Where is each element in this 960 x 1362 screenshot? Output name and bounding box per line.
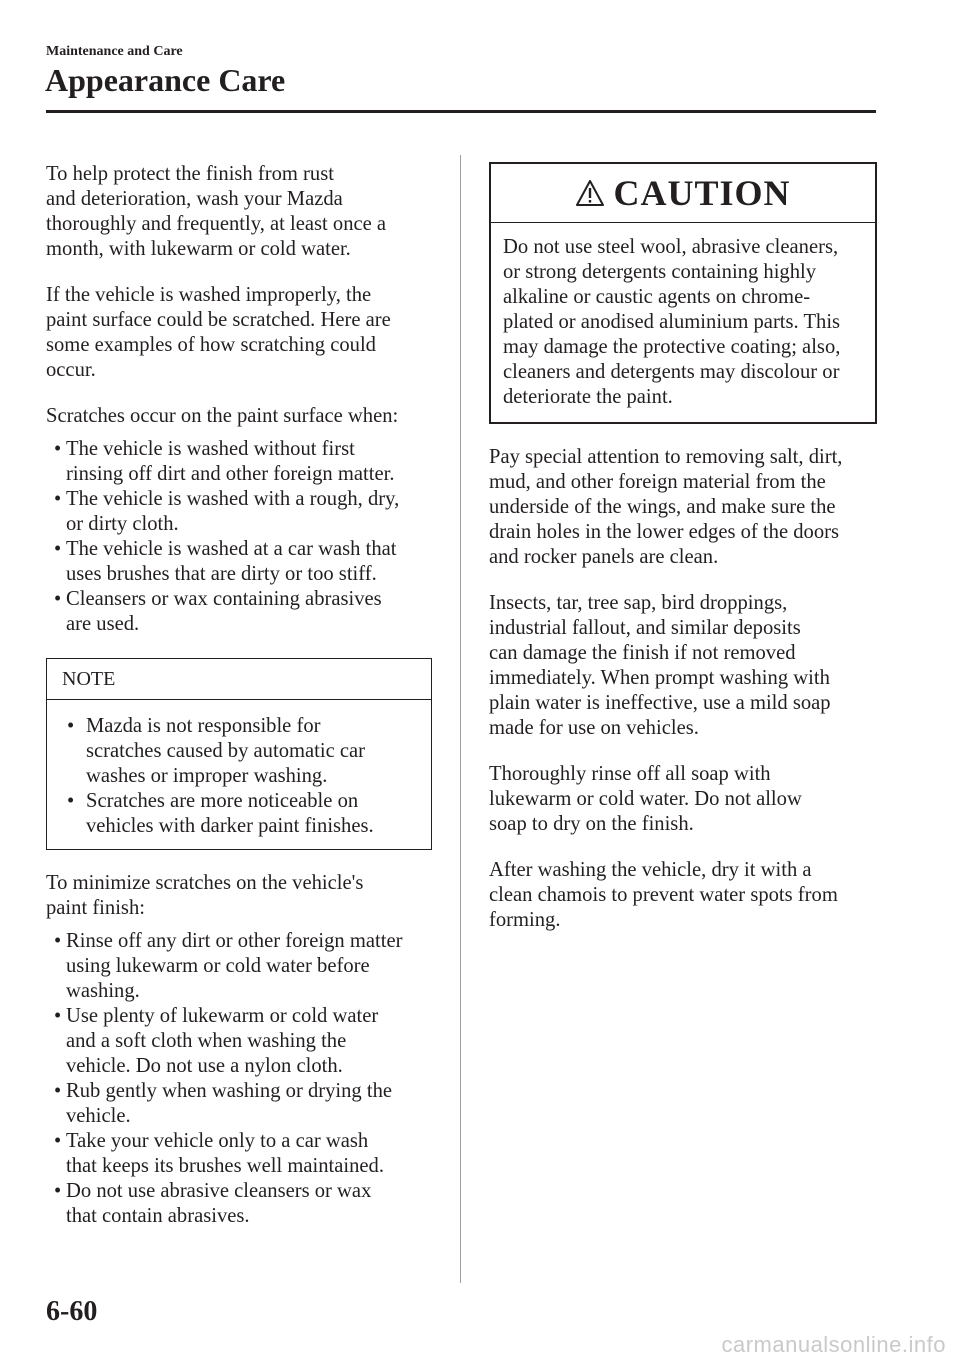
dry-paragraph: After washing the vehicle, dry it with a clean chamois to prevent water spots from forming. [489,859,838,931]
list-item: • Mazda is not responsible for scratches caused by automatic car washes or improper washing. [59,714,421,789]
deposits-paragraph: Insects, tar, tree sap, bird droppings, industrial fallout, and similar deposits can damage the finish if not removed immediately. When prompt washing with plain water is ineffective, use a mild soap made for use on vehicles. [489,592,831,739]
rinse-paragraph: Thoroughly rinse off all soap with lukewarm or cold water. Do not allow soap to dry on the finish. [489,763,802,835]
minimize-intro: To minimize scratches on the vehicle's paint finish: [46,872,364,919]
note-body [47,700,431,849]
note-heading: NOTE [47,659,431,700]
list-item: • Rinse off any dirt or other foreign matter using lukewarm or cold water before washing. [46,929,436,1004]
intro-paragraph: To help protect the finish from rust and deterioration, wash your Mazda thoroughly and frequently, at least once a month, with lukewarm or cold water. [46,163,387,260]
warning-triangle-icon [575,179,605,207]
list-item: • The vehicle is washed at a car wash that uses brushes that are dirty or too stiff. [46,537,436,587]
list-item: • Do not use abrasive cleansers or wax that contain abrasives. [46,1179,436,1229]
list-item: • The vehicle is washed without first rinsing off dirt and other foreign matter. [46,437,436,487]
list-item: • Scratches are more noticeable on vehicles with darker paint finishes. [59,789,421,839]
list-item: • Use plenty of lukewarm or cold water and a soft cloth when washing the vehicle. Do not use a nylon cloth. [46,1004,436,1079]
minimize-tips-list [46,929,436,1229]
section-label: Maintenance and Care [46,44,183,59]
list-item: • Rub gently when washing or drying the vehicle. [46,1079,436,1129]
improper-wash-paragraph: If the vehicle is washed improperly, the paint surface could be scratched. Here are some examples of how scratching could occur. [46,284,391,381]
scratch-causes-intro: Scratches occur on the paint surface when: [46,405,399,427]
caution-title: CAUTION [613,172,791,213]
watermark: carmanualsonline.info [721,1332,946,1357]
underside-paragraph: Pay special attention to removing salt, dirt, mud, and other foreign material from the underside of the wings, and make sure the drain holes in the lower edges of the doors and rocker panels are clean. [489,446,843,568]
caution-header [491,164,875,223]
left-column [46,162,436,1229]
caution-text: Do not use steel wool, abrasive cleaners, or strong detergents containing highly alkaline or caustic agents on chrome- plated or anodised aluminium parts. This may damage the protective coating; also, cleaners and detergents may discolour or deteriorate the paint. [503,236,841,408]
note-box [46,658,432,850]
list-item: • Take your vehicle only to a car wash that keeps its brushes well maintained. [46,1129,436,1179]
list-item: • The vehicle is washed with a rough, dry, or dirty cloth. [46,487,436,537]
scratch-causes-list [46,437,436,637]
page-number: 6-60 [46,1296,98,1327]
right-column [489,162,881,933]
column-divider [460,155,461,1283]
note-list [59,714,421,839]
list-item: • Cleansers or wax containing abrasives are used. [46,587,436,637]
page-title: Appearance Care [45,62,286,98]
header-rule [46,110,876,113]
caution-box [489,162,877,424]
